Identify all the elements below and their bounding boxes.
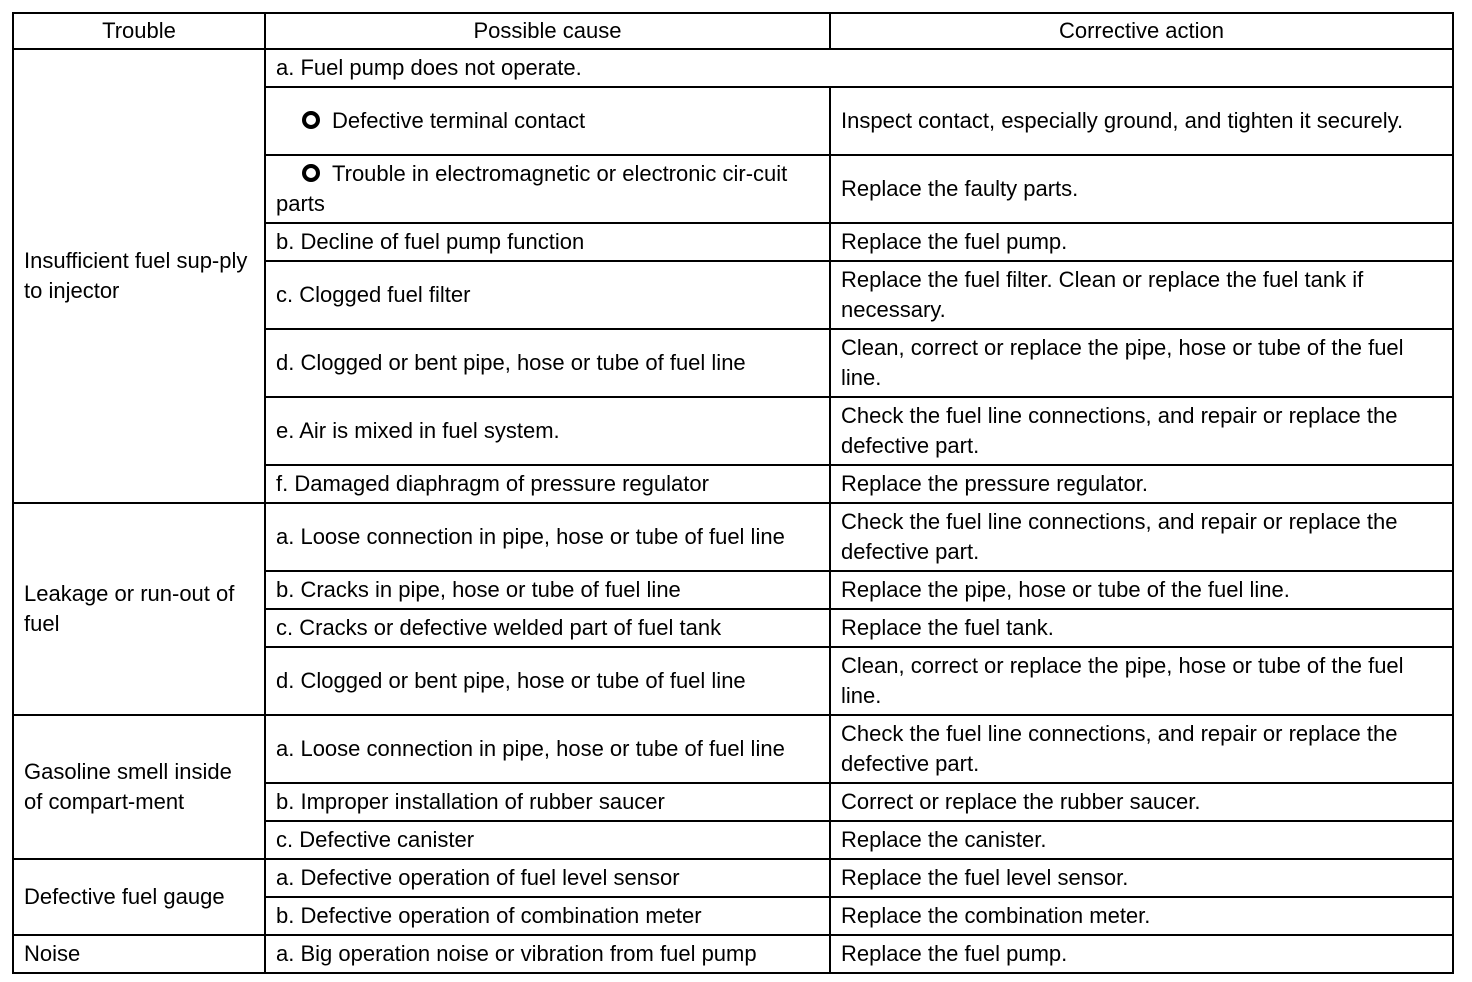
cause-cell: d. Clogged or bent pipe, hose or tube of fuel line [265,647,830,715]
cause-cell [265,87,830,155]
cause-text: Trouble in electromagnetic or electronic cir-cuit parts [276,161,788,216]
table-row [13,503,1453,571]
action-cell: Replace the combination meter. [830,897,1453,935]
header-row [13,13,1453,49]
cause-cell: a. Loose connection in pipe, hose or tube of fuel line [265,715,830,783]
header-cause: Possible cause [265,13,830,49]
trouble-cell: Gasoline smell inside of compart-ment [13,715,265,859]
cause-cell: f. Damaged diaphragm of pressure regulator [265,465,830,503]
action-cell: Check the fuel line connections, and repair or replace the defective part. [830,503,1453,571]
action-cell: Clean, correct or replace the pipe, hose or tube of the fuel line. [830,329,1453,397]
action-cell: Replace the fuel tank. [830,609,1453,647]
cause-cell: d. Clogged or bent pipe, hose or tube of fuel line [265,329,830,397]
action-cell: Inspect contact, especially ground, and tighten it securely. [830,87,1453,155]
cause-text: Defective terminal contact [332,108,586,133]
cause-cell: c. Clogged fuel filter [265,261,830,329]
troubleshooting-table [12,12,1454,974]
cause-cell: a. Defective operation of fuel level sensor [265,859,830,897]
trouble-cell: Leakage or run-out of fuel [13,503,265,715]
cause-cell: b. Defective operation of combination meter [265,897,830,935]
table-row [13,859,1453,897]
action-cell: Replace the fuel level sensor. [830,859,1453,897]
header-trouble: Trouble [13,13,265,49]
circle-bullet-icon [302,164,320,182]
action-cell: Replace the pipe, hose or tube of the fuel line. [830,571,1453,609]
action-cell: Replace the fuel pump. [830,935,1453,973]
trouble-cell: Insufficient fuel sup-ply to injector [13,49,265,503]
table-row [13,935,1453,973]
table-row [13,715,1453,783]
table-row [13,49,1453,87]
action-cell: Clean, correct or replace the pipe, hose or tube of the fuel line. [830,647,1453,715]
action-cell: Replace the fuel filter. Clean or replace the fuel tank if necessary. [830,261,1453,329]
circle-bullet-icon [302,111,320,129]
cause-cell: a. Loose connection in pipe, hose or tube of fuel line [265,503,830,571]
cause-cell [265,155,830,223]
cause-cell: b. Improper installation of rubber saucer [265,783,830,821]
action-cell: Replace the faulty parts. [830,155,1453,223]
action-cell: Correct or replace the rubber saucer. [830,783,1453,821]
cause-cell: b. Decline of fuel pump function [265,223,830,261]
cause-cell: b. Cracks in pipe, hose or tube of fuel line [265,571,830,609]
cause-cell: c. Defective canister [265,821,830,859]
cause-cell: e. Air is mixed in fuel system. [265,397,830,465]
action-cell: Replace the canister. [830,821,1453,859]
trouble-cell: Defective fuel gauge [13,859,265,935]
action-cell: Check the fuel line connections, and repair or replace the defective part. [830,715,1453,783]
cause-cell: a. Big operation noise or vibration from fuel pump [265,935,830,973]
action-cell: Replace the pressure regulator. [830,465,1453,503]
header-action: Corrective action [830,13,1453,49]
trouble-cell: Noise [13,935,265,973]
cause-cell: c. Cracks or defective welded part of fuel tank [265,609,830,647]
cause-cell: a. Fuel pump does not operate. [265,49,1453,87]
action-cell: Check the fuel line connections, and repair or replace the defective part. [830,397,1453,465]
action-cell: Replace the fuel pump. [830,223,1453,261]
